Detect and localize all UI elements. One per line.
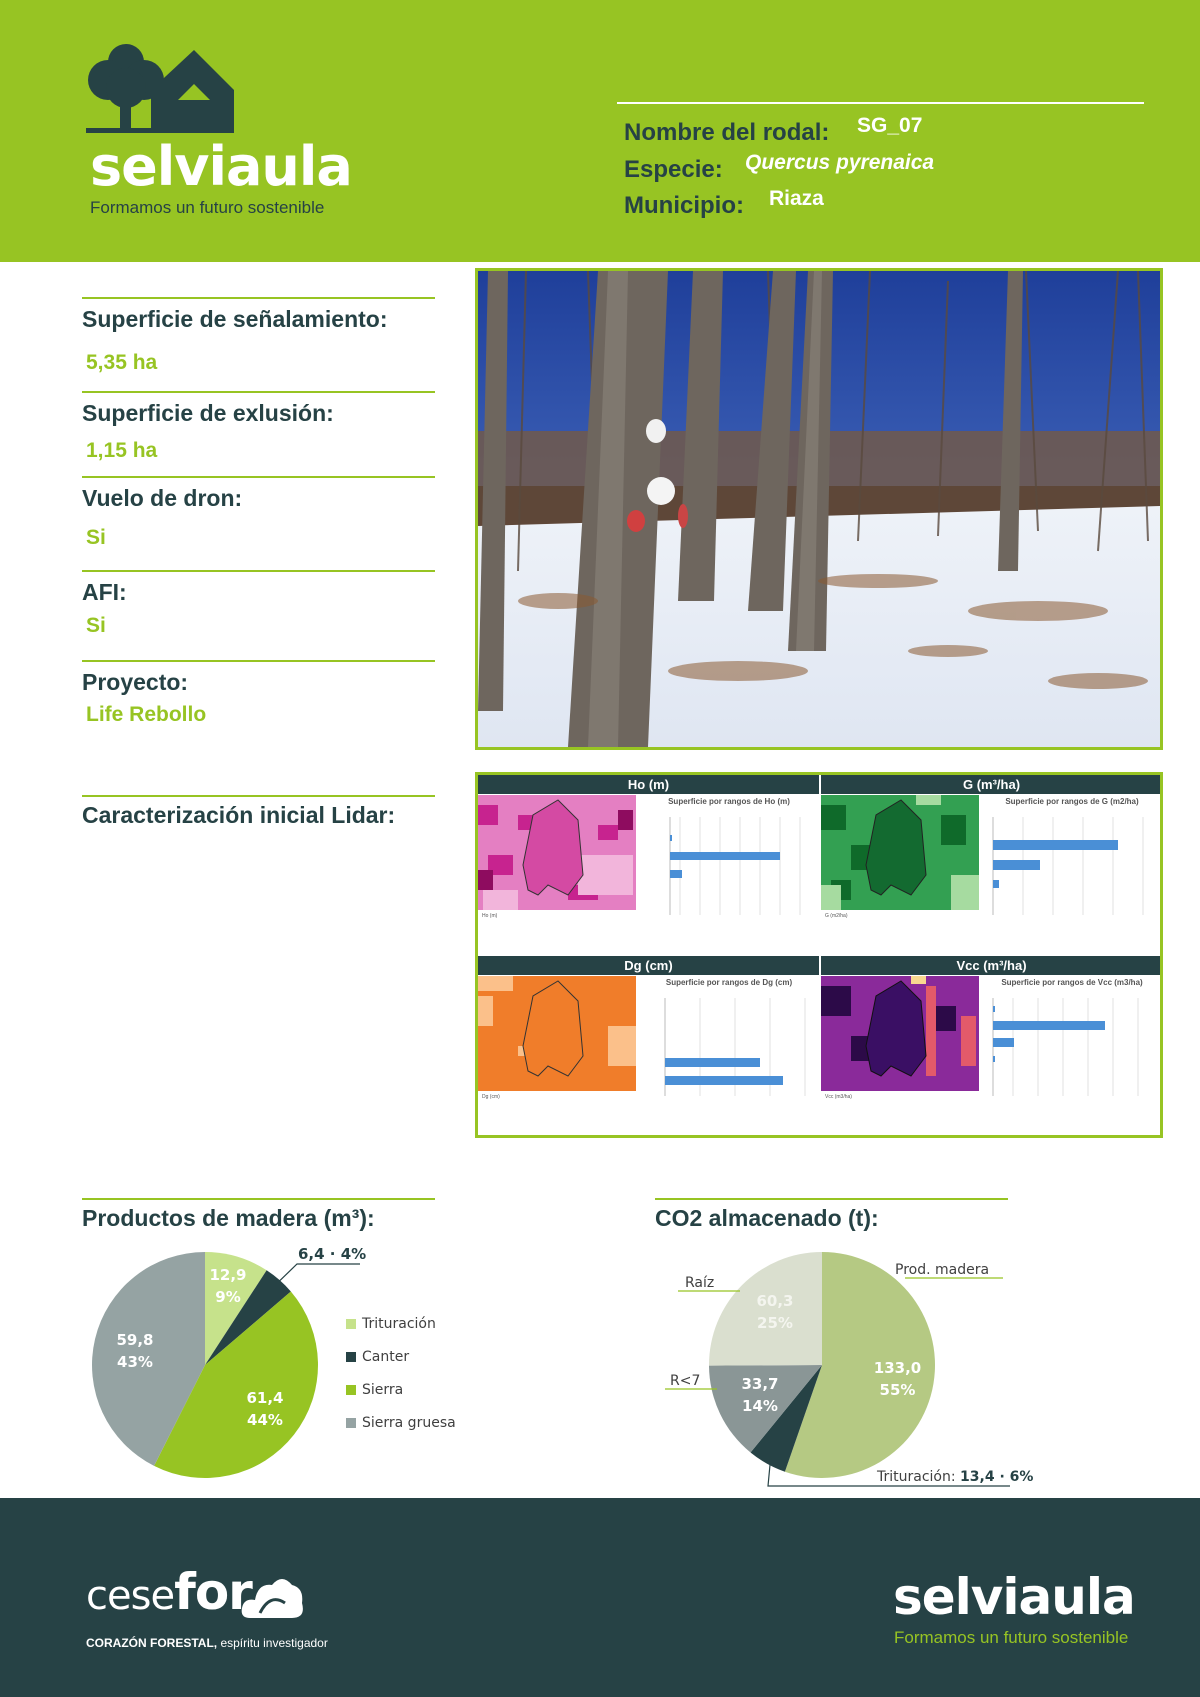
- slice-label-sierra-gruesa: 59,8 43%: [116, 1331, 154, 1371]
- lidar-panel-dg: [478, 956, 819, 1134]
- footer-band: [0, 1498, 1200, 1697]
- lidar-figure: [475, 772, 1163, 1138]
- co2-pie-chart: [600, 1240, 1200, 1490]
- divider: [82, 297, 435, 299]
- slice-name-prod-madera: Prod. madera: [895, 1262, 990, 1278]
- rodal-label: Nombre del rodal:: [624, 119, 830, 146]
- forest-snow-image: [478, 271, 1160, 747]
- slice-label-prod-madera: 133,0 55%: [873, 1359, 922, 1399]
- lidar-panel-vcc: [821, 956, 1162, 1134]
- slice-name-r7: R<7: [670, 1373, 701, 1389]
- canter-leader-line: [274, 1264, 360, 1286]
- brand-tagline: Formamos un futuro sostenible: [90, 198, 325, 217]
- especie-value: Quercus pyrenaica: [745, 151, 935, 174]
- map-legend: [482, 1094, 632, 1132]
- divider: [82, 660, 435, 662]
- trituracion-callout: Trituración: 13,4 · 6%: [877, 1469, 1034, 1485]
- header-band: [0, 0, 1200, 262]
- footer-brand-logo: selviaula: [893, 1568, 1135, 1626]
- especie-label: Especie:: [624, 156, 723, 183]
- slice-label-r7: 33,7 14%: [741, 1375, 779, 1415]
- legend-trituracion: Trituración: [346, 1316, 436, 1332]
- legend-sierra-gruesa: Sierra gruesa: [346, 1415, 456, 1431]
- superficie-value: 5,35 ha: [86, 351, 158, 374]
- divider: [82, 476, 435, 478]
- lidar-panel-g: [821, 775, 1162, 953]
- chart-title: Superficie por rangos de G (m2/ha): [1005, 797, 1139, 806]
- legend-title: Vcc (m3/ha): [825, 1094, 852, 1100]
- panel-title: Dg (cm): [478, 956, 819, 975]
- divider: [82, 1198, 435, 1200]
- co2-title: CO2 almacenado (t):: [655, 1205, 879, 1231]
- municipio-value: Riaza: [769, 187, 824, 210]
- rodal-value: SG_07: [857, 114, 923, 137]
- panel-title: Vcc (m³/ha): [821, 956, 1162, 975]
- legend-canter: Canter: [346, 1349, 409, 1365]
- map-legend: [825, 913, 975, 951]
- municipio-label: Municipio:: [624, 192, 744, 219]
- legend-swatch: [346, 1385, 356, 1395]
- legend-sierra: Sierra: [346, 1382, 403, 1398]
- superficie-label: Superficie de señalamiento:: [82, 306, 388, 332]
- lidar-section-title: Caracterización inicial Lidar:: [82, 802, 396, 828]
- chart-title: Superficie por rangos de Dg (cm): [665, 978, 793, 987]
- slice-label-raiz: 60,3 25%: [756, 1292, 794, 1332]
- vcc-map: [821, 976, 979, 1091]
- legend-swatch: [346, 1352, 356, 1362]
- cloud-icon: [240, 1573, 305, 1623]
- vcc-bar-chart: [983, 976, 1161, 1116]
- header-divider: [617, 102, 1144, 104]
- dron-label: Vuelo de dron:: [82, 485, 243, 511]
- slice-label-sierra: 61,4 44%: [246, 1389, 284, 1429]
- legend-title: G (m2/ha): [825, 913, 848, 919]
- footer-brand-tagline: Formamos un futuro sostenible: [894, 1628, 1129, 1647]
- exclusion-value: 1,15 ha: [86, 439, 158, 462]
- proyecto-value: Life Rebollo: [86, 703, 207, 726]
- ho-map: [478, 795, 636, 910]
- map-legend: [825, 1094, 975, 1132]
- madera-pie-chart: [0, 1240, 560, 1490]
- tree-house-logo-icon: [86, 40, 241, 135]
- divider: [655, 1198, 1008, 1200]
- legend-swatch: [346, 1418, 356, 1428]
- legend-title: Dg (cm): [482, 1094, 500, 1100]
- madera-pie-svg: [0, 1240, 560, 1490]
- lidar-panel-ho: [478, 775, 819, 953]
- panel-title: G (m³/ha): [821, 775, 1162, 794]
- chart-title: Superficie por rangos de Vcc (m3/ha): [1001, 978, 1143, 987]
- slice-label-canter: 6,4 · 4%: [298, 1245, 367, 1263]
- slice-name-raiz: Raíz: [685, 1275, 715, 1291]
- slice-label-trituracion: 12,9 9%: [209, 1266, 247, 1306]
- brand-logo-text: selviaula: [90, 135, 352, 198]
- divider: [82, 391, 435, 393]
- cesefor-tagline: CORAZÓN FORESTAL, espíritu investigador: [86, 1636, 328, 1650]
- legend-swatch: [346, 1319, 356, 1329]
- chart-title: Superficie por rangos de Ho (m): [668, 797, 790, 806]
- proyecto-label: Proyecto:: [82, 669, 189, 695]
- dron-value: Si: [86, 526, 106, 549]
- g-map: [821, 795, 979, 910]
- afi-label: AFI:: [82, 579, 127, 605]
- divider: [82, 795, 435, 797]
- madera-title: Productos de madera (m³):: [82, 1205, 375, 1231]
- divider: [82, 570, 435, 572]
- dg-bar-chart: [640, 976, 818, 1116]
- exclusion-label: Superficie de exlusión:: [82, 400, 334, 426]
- g-bar-chart: [983, 795, 1161, 935]
- afi-value: Si: [86, 614, 106, 637]
- panel-title: Ho (m): [478, 775, 819, 794]
- cesefor-logo: cesefor: [86, 1563, 252, 1621]
- ho-bar-chart: [640, 795, 818, 935]
- dg-map: [478, 976, 636, 1091]
- forest-photo: [475, 268, 1163, 750]
- legend-title: Ho (m): [482, 913, 498, 919]
- map-legend: [482, 913, 632, 951]
